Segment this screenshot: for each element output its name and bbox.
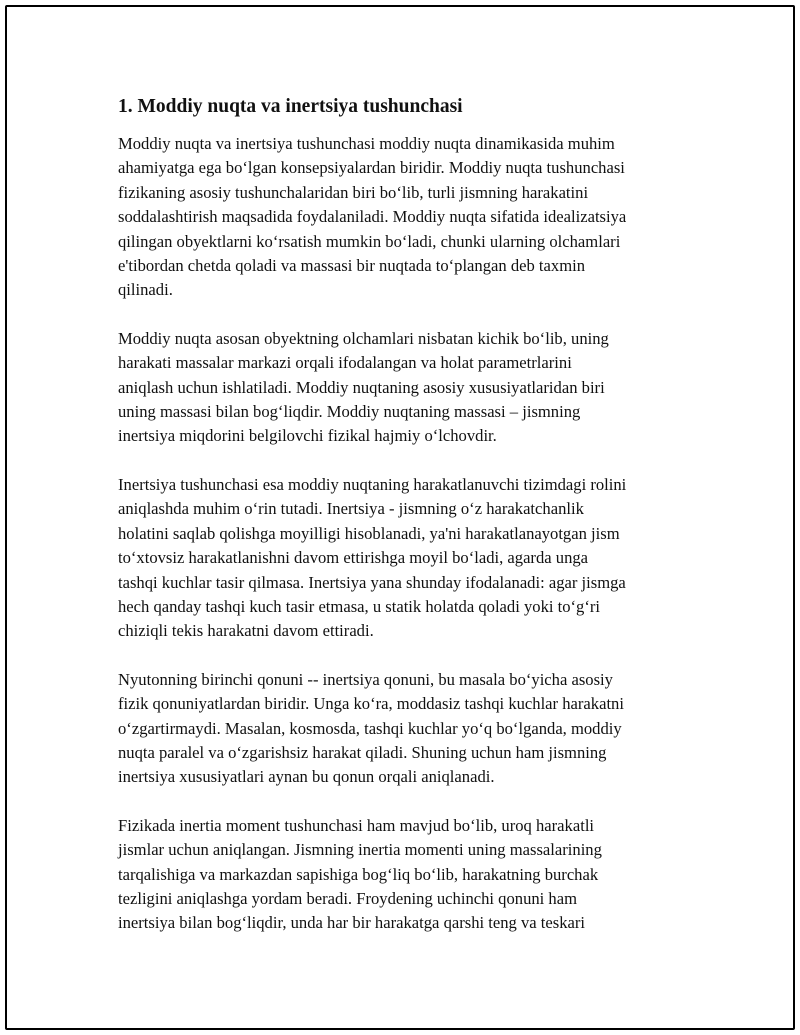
document-content <box>118 94 698 960</box>
paragraph-line: o‘zgartirmaydi. Masalan, kosmosda, tashqi kuchlar yo‘q bo‘lganda, moddiy <box>118 718 622 738</box>
paragraph-line: aniqlash uchun ishlatiladi. Moddiy nuqtaning asosiy xususiyatlaridan biri <box>118 377 605 397</box>
paragraph-4 <box>118 668 698 790</box>
paragraph-line: qilinadi. <box>118 280 173 300</box>
paragraph-line: holatini saqlab qolishga moyilligi hisoblanadi, ya'ni harakatlanayotgan jism <box>118 523 620 543</box>
paragraph-line: e'tibordan chetda qoladi va massasi bir nuqtada to‘plangan deb taxmin <box>118 256 586 276</box>
paragraph-line: soddalashtirish maqsadida foydalaniladi. Moddiy nuqta sifatida idealizatsiya <box>118 207 627 227</box>
paragraph-line: inertsiya xususiyatlari aynan bu qonun orqali aniqlanadi. <box>118 767 495 787</box>
paragraph-line: Inertsiya tushunchasi esa moddiy nuqtaning harakatlanuvchi tizimdagi rolini <box>118 474 627 494</box>
paragraph-line: inertsiya bilan bog‘liqdir, unda har bir harakatga qarshi teng va teskari <box>118 913 586 933</box>
paragraph-line: nuqta paralel va o‘zgarishsiz harakat qiladi. Shuning uchun ham jismning <box>118 742 607 762</box>
paragraph-line: aniqlashda muhim o‘rin tutadi. Inertsiya - jismning o‘z harakatchanlik <box>118 499 584 519</box>
paragraph-line: Nyutonning birinchi qonuni -- inertsiya qonuni, bu masala bo‘yicha asosiy <box>118 669 613 689</box>
paragraph-line: tarqalishiga va markazdan sapishiga bog‘liq bo‘lib, harakatning burchak <box>118 864 599 884</box>
paragraph-line: tashqi kuchlar tasir qilmasa. Inertsiya yana shunday ifodalanadi: agar jismga <box>118 572 626 592</box>
paragraph-5 <box>118 814 698 936</box>
paragraph-line: chiziqli tekis harakatni davom ettiradi. <box>118 621 374 641</box>
paragraph-line: Moddiy nuqta va inertsiya tushunchasi moddiy nuqta dinamikasida muhim <box>118 134 615 153</box>
paragraph-line: jismlar uchun aniqlangan. Jismning inertia momenti uning massalarining <box>118 840 602 860</box>
section-body <box>118 132 698 936</box>
paragraph-2 <box>118 327 698 449</box>
paragraph-line: qilingan obyektlarni ko‘rsatish mumkin bo‘ladi, chunki ularning olchamlari <box>118 231 621 251</box>
paragraph-line: Fizikada inertia moment tushunchasi ham mavjud bo‘lib, uroq harakatli <box>118 815 595 835</box>
paragraph-line: fizikaning asosiy tushunchalaridan biri bo‘lib, turli jismning harakatini <box>118 182 589 202</box>
paragraph-line: ahamiyatga ega bo‘lgan konsepsiyalardan biridir. Moddiy nuqta tushunchasi <box>118 158 625 178</box>
paragraph-line: to‘xtovsiz harakatlanishni davom ettirishga moyil bo‘ladi, agarda unga <box>118 548 589 568</box>
paragraph-3 <box>118 473 698 644</box>
paragraph-line: tezligini aniqlashga yordam beradi. Froydening uchinchi qonuni ham <box>118 888 577 908</box>
paragraph-line: harakati massalar markazi orqali ifodalangan va holat parametrlarini <box>118 353 572 373</box>
paragraph-1 <box>118 132 698 303</box>
paragraph-line: fizik qonuniyatlardan biridir. Unga ko‘ra, moddasiz tashqi kuchlar harakatni <box>118 694 624 714</box>
paragraph-line: uning massasi bilan bog‘liqdir. Moddiy nuqtaning massasi – jismning <box>118 402 581 422</box>
paragraph-line: Moddiy nuqta asosan obyektning olchamlari nisbatan kichik bo‘lib, uning <box>118 328 609 348</box>
paragraph-line: hech qanday tashqi kuch tasir etmasa, u statik holatda qoladi yoki to‘g‘ri <box>118 596 601 616</box>
section-heading: 1. Moddiy nuqta va inertsiya tushunchasi <box>118 96 463 117</box>
paragraph-line: inertsiya miqdorini belgilovchi fizikal hajmiy o‘lchovdir. <box>118 426 497 446</box>
